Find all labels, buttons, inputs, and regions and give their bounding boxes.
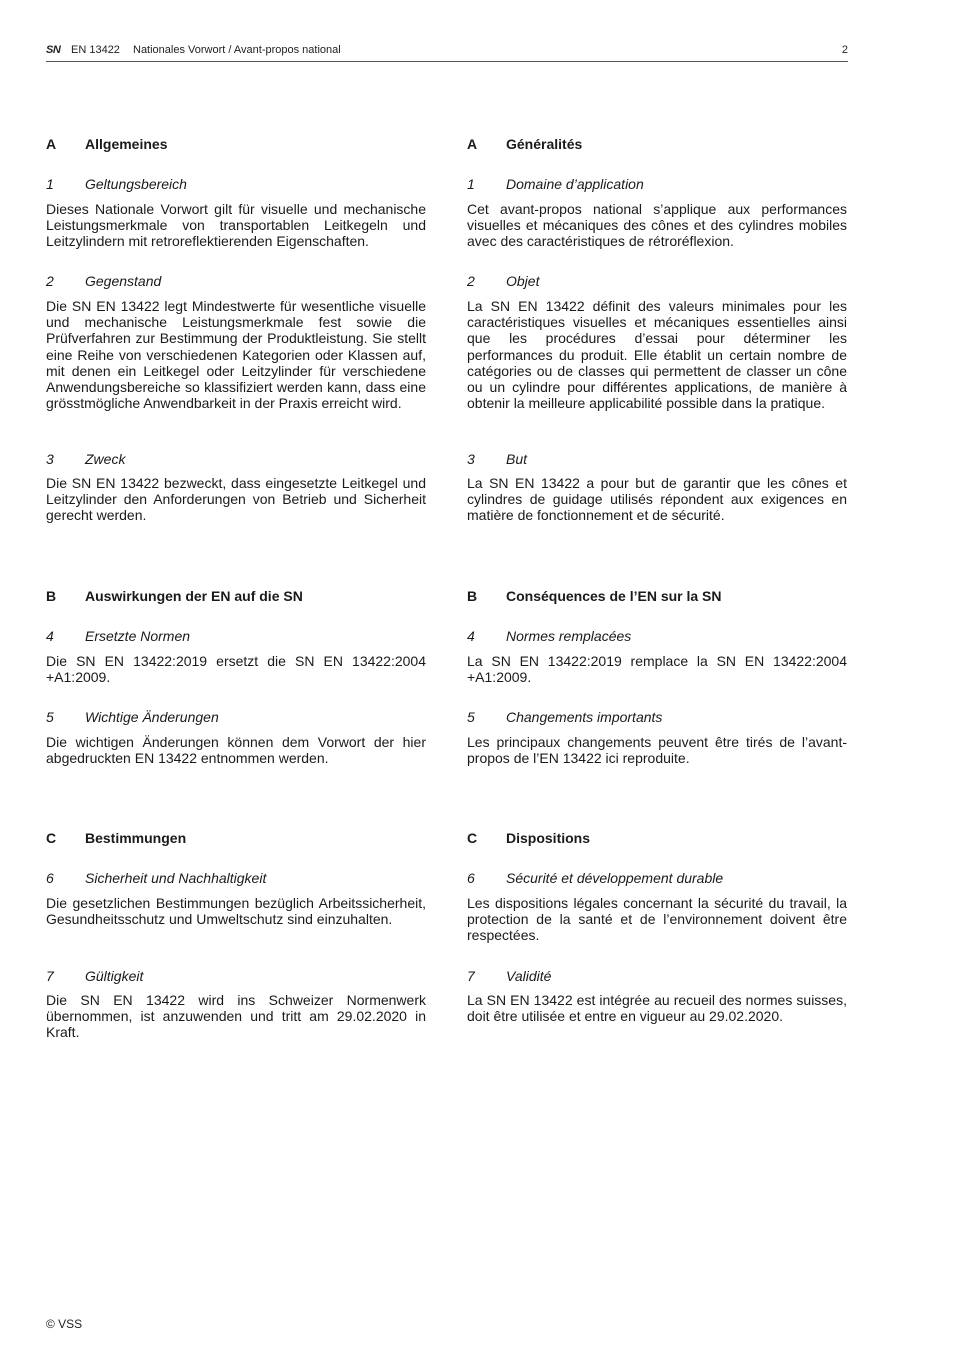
section-title: Bestimmungen (85, 830, 187, 846)
paragraph-3: La SN EN 13422 a pour but de garantir que les cônes et cylindres de guidage utilisés répondent aux exigences en matière de fonctionnement et de sécurité. (467, 475, 847, 524)
section-title: Dispositions (506, 830, 591, 846)
paragraph-3: Die SN EN 13422 bezweckt, dass eingesetzte Leitkegel und Leitzylinder den Anforderungen von Betrieb und Sicherheit gerecht werden. (46, 475, 426, 524)
paragraph-5: Les principaux changements peuvent être tirés de l’avant-propos de l’EN 13422 ici reproduite. (467, 734, 847, 767)
sn-logo: SN (46, 44, 61, 56)
subheading-number: 7 (46, 968, 54, 984)
paragraph-1: Dieses Nationale Vorwort gilt für visuelle und mechanische Leistungsmerkmale von transportablen Leitkegeln und Leitzylindern mit retroreflektierenden Eigenschaften. (46, 201, 426, 250)
section-letter: C (467, 830, 478, 846)
subheading-title: Domaine d’application (506, 176, 644, 192)
section-title: Conséquences de l’EN sur la SN (506, 588, 722, 604)
section-letter: C (46, 830, 57, 846)
copyright-footer: © VSS (46, 1317, 83, 1331)
subheading-title: Sécurité et développement durable (506, 870, 724, 886)
paragraph-4: La SN EN 13422:2019 remplace la SN EN 13422:2004 +A1:2009. (467, 653, 847, 686)
subheading-title: Objet (506, 273, 540, 289)
paragraph-1: Cet avant-propos national s’applique aux performances visuelles et mécaniques des cônes et des cylindres mobiles avec des caractéristiques de rétroréflexion. (467, 201, 847, 250)
subheading-number: 4 (46, 628, 54, 644)
subheading-number: 2 (467, 273, 475, 289)
paragraph-6: Les dispositions légales concernant la sécurité du travail, la protection de la santé et de l’environnement doivent être respectées. (467, 895, 847, 944)
paragraph-6: Die gesetzlichen Bestimmungen bezüglich Arbeitssicherheit, Gesundheitsschutz und Umweltschutz sind einzuhalten. (46, 895, 426, 928)
page-header (46, 43, 848, 62)
subheading-title: But (506, 451, 528, 467)
subheading-number: 3 (46, 451, 54, 467)
subheading-number: 6 (467, 870, 475, 886)
subheading-number: 2 (46, 273, 54, 289)
standard-number: EN 13422 (71, 44, 120, 56)
section-letter: A (467, 136, 478, 152)
section-title: Auswirkungen der EN auf die SN (85, 588, 303, 604)
subheading-title: Changements importants (506, 709, 663, 725)
subheading-title: Gegenstand (85, 273, 162, 289)
paragraph-2: La SN EN 13422 définit des valeurs minimales pour les caractéristiques visuelles et mécaniques essentielles ainsi que les procédures d’essai pour déterminer les performances du produit. Elle établit un certain nombre de catégories ou de classes qui permettent de classer un cône ou un cylindre pour différentes applications, de manière à obtenir la meilleure applicabilité possible dans la pratique. (467, 298, 847, 412)
subheading-number: 4 (467, 628, 475, 644)
subheading-title: Gültigkeit (85, 968, 144, 984)
page-number: 2 (841, 44, 848, 56)
paragraph-7: Die SN EN 13422 wird ins Schweizer Normenwerk übernommen, ist anzuwenden und tritt am 29.02.2020 in Kraft. (46, 992, 426, 1041)
subheading-number: 1 (467, 176, 475, 192)
paragraph-2: Die SN EN 13422 legt Mindestwerte für wesentliche visuelle und mechanische Leistungsmerkmale fest sowie die Prüfverfahren zur Bestimmung der Produktleistung. Sie stellt eine Reihe von verschiedenen Kategorien oder Klassen auf, mit denen ein Leitkegel oder Leitzylinder für verschiedene Anwendungsbereiche so klassifiziert werden kann, dass eine grösstmögliche Anwendbarkeit in der Praxis erreicht wird. (46, 298, 426, 412)
paragraph-7: La SN EN 13422 est intégrée au recueil des normes suisses, doit être utilisée et entre en vigueur au 29.02.2020. (467, 992, 847, 1025)
section-title: Allgemeines (85, 136, 168, 152)
subheading-number: 5 (46, 709, 54, 725)
header-title: Nationales Vorwort / Avant-propos national (133, 44, 341, 56)
subheading-title: Normes remplacées (506, 628, 632, 644)
subheading-number: 5 (467, 709, 475, 725)
subheading-number: 7 (467, 968, 475, 984)
subheading-title: Validité (506, 968, 552, 984)
subheading-number: 3 (467, 451, 475, 467)
section-letter: B (467, 588, 478, 604)
paragraph-5: Die wichtigen Änderungen können dem Vorwort der hier abgedruckten EN 13422 entnommen werden. (46, 734, 426, 767)
section-title: Généralités (506, 136, 583, 152)
subheading-number: 6 (46, 870, 54, 886)
section-letter: B (46, 588, 57, 604)
section-letter: A (46, 136, 57, 152)
paragraph-4: Die SN EN 13422:2019 ersetzt die SN EN 13422:2004 +A1:2009. (46, 653, 426, 686)
subheading-number: 1 (46, 176, 54, 192)
subheading-title: Geltungsbereich (85, 176, 187, 192)
subheading-title: Wichtige Änderungen (85, 709, 219, 725)
subheading-title: Zweck (85, 451, 126, 467)
subheading-title: Ersetzte Normen (85, 628, 191, 644)
subheading-title: Sicherheit und Nachhaltigkeit (85, 870, 267, 886)
